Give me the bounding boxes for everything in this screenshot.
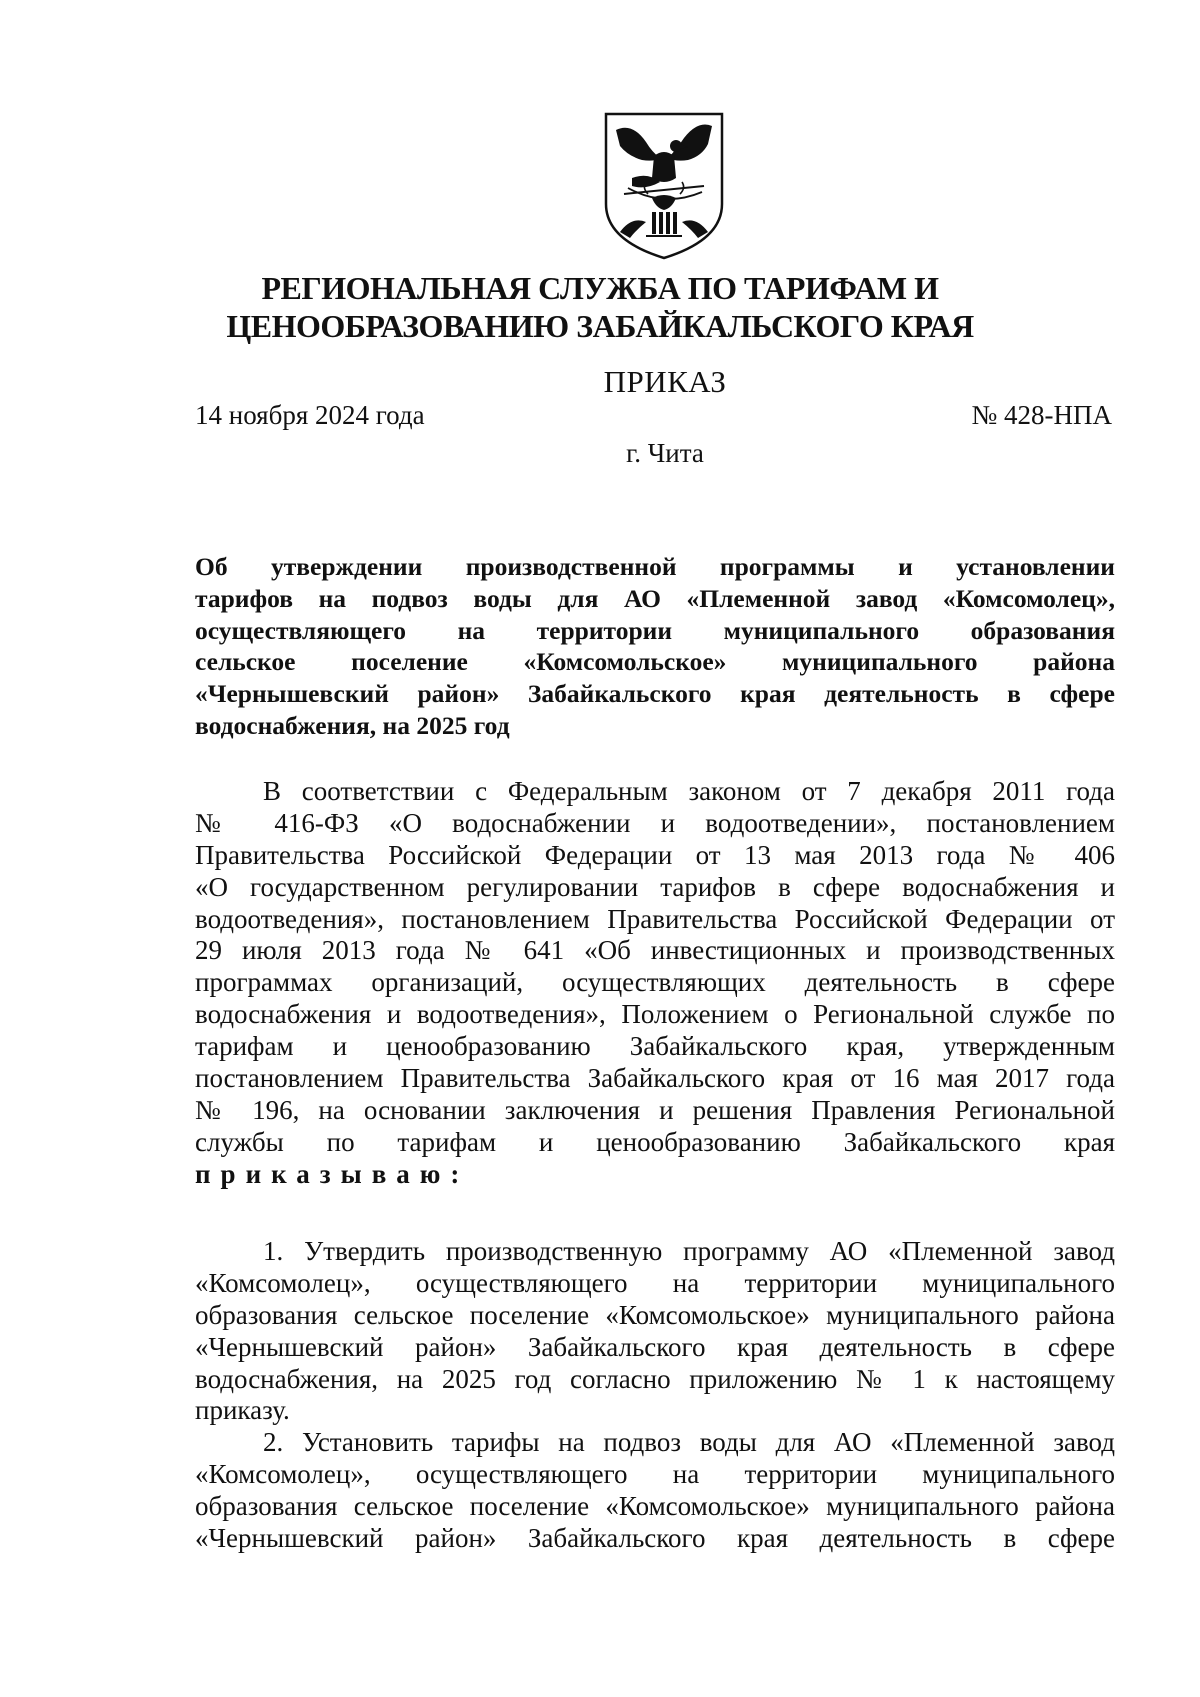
title-line: водоснабжения, на 2025 год — [195, 710, 510, 740]
preamble-line: «О государственном регулировании тарифов в сфере водоснабжения и — [195, 871, 1115, 902]
document-number: № 428-НПА — [971, 400, 1112, 430]
title-line: осуществляющего на территории муниципального образования — [195, 615, 1115, 645]
preamble-line: водоотведения», постановлением Правительства Российской Федерации от — [195, 903, 1115, 934]
document-title — [195, 551, 1115, 742]
preamble-line: № 416-ФЗ «О водоснабжении и водоотведении», постановлением — [195, 807, 1115, 838]
item-2-line: 2. Установить тарифы на подвоз воды для АО «Племенной завод — [263, 1427, 1115, 1457]
order-word: приказываю: — [195, 1158, 470, 1189]
organization-name-line-1: РЕГИОНАЛЬНАЯ СЛУЖБА ПО ТАРИФАМ И — [261, 270, 939, 306]
item-1-line: приказу. — [195, 1395, 290, 1426]
organization-name-line-2: ЦЕНООБРАЗОВАНИЮ ЗАБАЙКАЛЬСКОГО КРАЯ — [226, 308, 974, 344]
preamble-line: водоснабжения и водоотведения», Положением о Региональной службе по — [195, 999, 1115, 1030]
item-1-line: водоснабжения, на 2025 год согласно приложению № 1 к настоящему — [195, 1363, 1115, 1394]
item-1-line: образования сельское поселение «Комсомольское» муниципального района — [195, 1299, 1115, 1330]
preamble-line: В соответствии с Федеральным законом от 7 декабря 2011 года — [263, 776, 1115, 806]
preamble-paragraph — [195, 776, 1115, 1191]
document-type: ПРИКАЗ — [603, 364, 727, 399]
item-1-line: «Комсомолец», осуществляющего на территории муниципального — [195, 1267, 1115, 1298]
item-2-line: «Чернышевский район» Забайкальского края деятельность в сфере — [195, 1522, 1115, 1553]
preamble-line: постановлением Правительства Забайкальского края от 16 мая 2017 года — [195, 1063, 1115, 1094]
preamble-line: службы по тарифам и ценообразованию Забайкальского края — [195, 1126, 1115, 1157]
title-line: тарифов на подвоз воды для АО «Племенной завод «Комсомолец», — [195, 583, 1115, 613]
preamble-line: Правительства Российской Федерации от 13 мая 2013 года № 406 — [195, 839, 1115, 870]
preamble-line: № 196, на основании заключения и решения Правления Региональной — [195, 1094, 1115, 1125]
preamble-line: программах организаций, осуществляющих деятельность в сфере — [195, 967, 1115, 998]
document-date: 14 ноября 2024 года — [195, 400, 425, 430]
document-city: г. Чита — [626, 438, 704, 468]
title-line: Об утверждении производственной программы и установлении — [195, 552, 1115, 581]
title-line: сельское поселение «Комсомольское» муниципального района — [195, 647, 1115, 677]
item-2-line: «Комсомолец», осуществляющего на территории муниципального — [195, 1458, 1115, 1489]
item-2-paragraph — [195, 1427, 1115, 1555]
item-1-paragraph — [195, 1236, 1115, 1427]
title-line: «Чернышевский район» Забайкальского края деятельность в сфере — [195, 679, 1115, 709]
coat-of-arms-icon — [602, 112, 726, 260]
item-1-line: 1. Утвердить производственную программу АО «Племенной завод — [263, 1236, 1115, 1266]
order-word-line — [195, 1159, 1115, 1191]
item-2-line: образования сельское поселение «Комсомольское» муниципального района — [195, 1490, 1115, 1521]
item-1-line: «Чернышевский район» Забайкальского края деятельность в сфере — [195, 1331, 1115, 1362]
preamble-line: 29 июля 2013 года № 641 «Об инвестиционных и производственных — [195, 935, 1115, 966]
preamble-line: тарифам и ценообразованию Забайкальского края, утвержденным — [195, 1031, 1115, 1062]
